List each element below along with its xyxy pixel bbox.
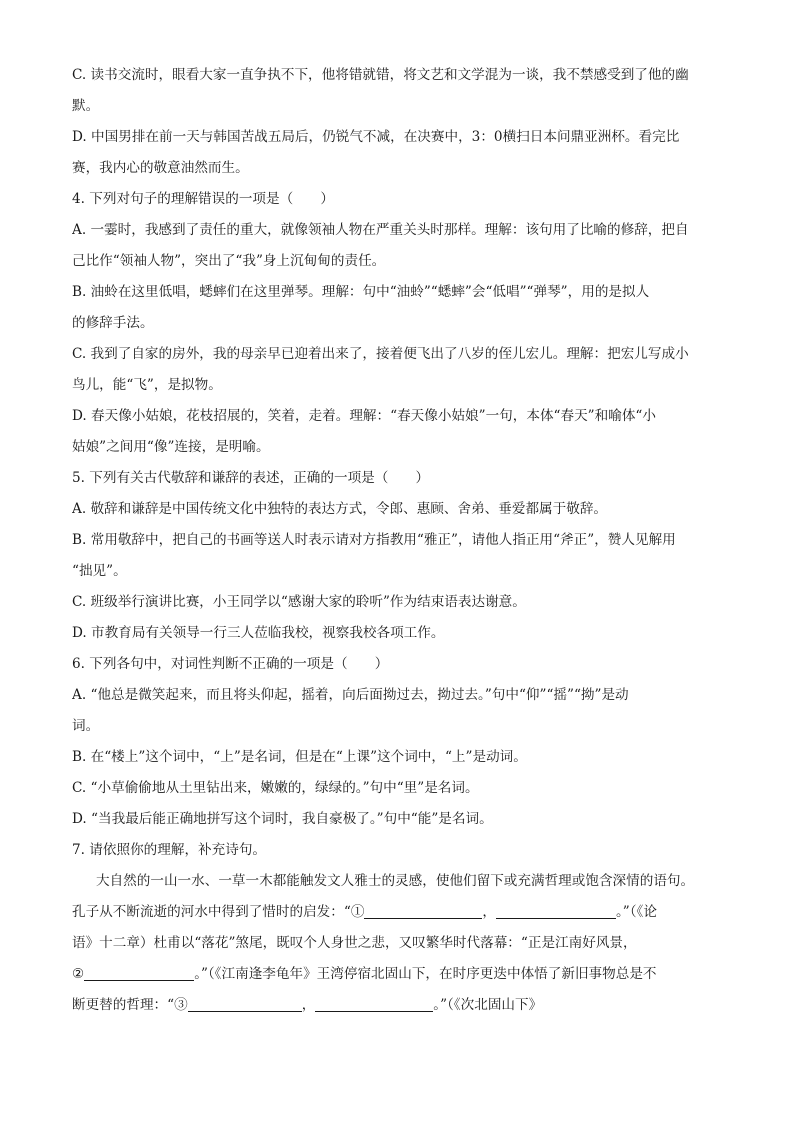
q5-option-c: C. 班级举行演讲比赛，小王同学以“感谢大家的聆听”作为结束语表达谢意。	[72, 594, 526, 610]
question-6-stem: 6. 下列各句中，对词性判断不正确的一项是（ ）	[72, 656, 389, 672]
q5-option-b-line1: B. 常用敬辞中，把自己的书画等送人时表示请对方指教用“雅正”，请他人指正用“斧正”，赞人见解用	[72, 532, 676, 548]
q3-option-d-line2: 赛，我内心的敬意油然而生。	[72, 160, 249, 176]
q4-option-b-line2: 的修辞手法。	[72, 315, 154, 331]
q7-line2-text-c: 。”（《论	[616, 904, 657, 920]
q4-option-d-line1: D. 春天像小姑娘，花枝招展的，笑着，走着。理解：“春天像小姑娘”一句，本体“春天”和喻体“小	[72, 408, 656, 424]
q6-option-c: C. “小草偷偷地从土里钻出来，嫩嫩的，绿绿的。”句中“里”是名词。	[72, 780, 479, 796]
question-7-stem: 7. 请依照你的理解，补充诗句。	[72, 842, 267, 858]
q4-option-a-line1: A. 一霎时，我感到了责任的重大，就像领袖人物在严重关头时那样。理解：该句用了比喻的修辞，把自	[72, 222, 689, 238]
question-4-stem: 4. 下列对句子的理解错误的一项是（ ）	[72, 191, 334, 207]
q7-line2-text-b: ，	[482, 904, 497, 920]
q3-option-c-line1: C. 读书交流时，眼看大家一直争执不下，他将错就错，将文艺和文学混为一谈，我不禁感受到了他的幽	[72, 67, 689, 83]
q7-line5-text-c: 。”（《次北固山下》	[433, 997, 543, 1013]
q4-option-b-line1: B. 油蛉在这里低唱，蟋蟀们在这里弹琴。理解：句中“油蛉”“蟋蟀”会“低唱”“弹琴”，用的是拟人	[72, 284, 650, 300]
q7-line5-text-a: 断更替的哲理：“③	[72, 997, 188, 1013]
fill-blank-1a[interactable]	[364, 901, 482, 919]
fill-blank-3b[interactable]	[315, 994, 433, 1012]
fill-blank-3a[interactable]	[188, 994, 302, 1012]
q3-option-c-line2: 默。	[72, 98, 100, 114]
q7-passage-line3: 语》十二章）杜甫以“落花”煞尾，既叹个人身世之悲，又叹繁华时代落幕：“正是江南好风景，	[72, 935, 637, 951]
q7-line4-text-b: 。”（《江南逢李龟年》王湾停宿北固山下，在时序更迭中体悟了新旧事物总是不	[194, 966, 657, 982]
question-5-stem: 5. 下列有关古代敬辞和谦辞的表述，正确的一项是（ ）	[72, 470, 430, 486]
q6-option-a-line1: A. “他总是微笑起来，而且将头仰起，摇着，向后面拗过去，拗过去。”句中“仰”“摇”“拗”是动	[72, 687, 629, 703]
q4-option-c-line2: 鸟儿，能“飞”，是拟物。	[72, 377, 222, 393]
fill-blank-1b[interactable]	[496, 901, 616, 919]
q7-passage-line5	[72, 990, 722, 1021]
q4-option-c-line1: C. 我到了自家的房外，我的母亲早已迎着出来了，接着便飞出了八岁的侄儿宏儿。理解：把宏儿写成小	[72, 346, 689, 362]
q7-passage-line4	[72, 959, 722, 990]
q7-line4-text-a: ②	[72, 966, 85, 982]
q7-passage-line2	[72, 897, 722, 928]
q7-line2-text-a: 孔子从不断流逝的河水中得到了惜时的启发：“①	[72, 904, 365, 920]
fill-blank-2[interactable]	[84, 963, 194, 981]
exam-page	[72, 60, 722, 1021]
q4-option-d-line2: 姑娘”之间用“像”连接，是明喻。	[72, 439, 270, 455]
q6-option-d: D. “当我最后能正确地拼写这个词时，我自豪极了。”句中“能”是名词。	[72, 811, 493, 827]
q3-option-d-line1: D. 中国男排在前一天与韩国苦战五局后，仍锐气不减，在决赛中，3：0横扫日本问鼎亚洲杯。看完比	[72, 129, 680, 145]
q5-option-d: D. 市教育局有关领导一行三人莅临我校，视察我校各项工作。	[72, 625, 445, 641]
q7-line5-text-b: ，	[301, 997, 316, 1013]
q6-option-b: B. 在“楼上”这个词中，“上”是名词，但是在“上课”这个词中，“上”是动词。	[72, 749, 527, 765]
q5-option-b-line2: “拙见”。	[72, 563, 127, 579]
q5-option-a: A. 敬辞和谦辞是中国传统文化中独特的表达方式，令郎、惠顾、舍弟、垂爱都属于敬辞。	[72, 501, 608, 517]
q7-passage-line1: 大自然的一山一水、一草一木都能触发文人雅士的灵感，使他们留下或充满哲理或饱含深情的语句。	[96, 873, 695, 889]
q6-option-a-line2: 词。	[72, 718, 100, 734]
q4-option-a-line2: 己比作“领袖人物”，突出了“我”身上沉甸甸的责任。	[72, 253, 386, 269]
